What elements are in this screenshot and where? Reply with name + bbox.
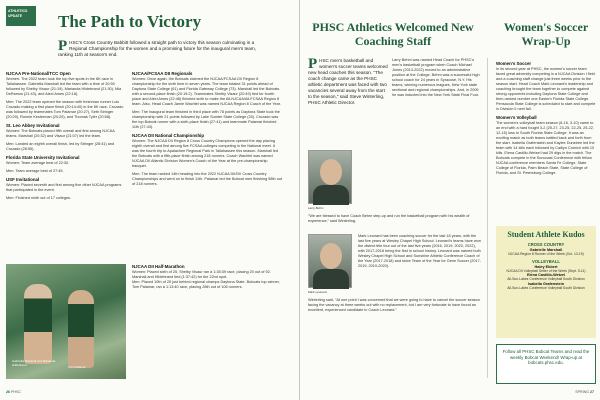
coach-bio: Mark Leonard has been coaching soccer for the last 18 years, with the last five years at Wesley Chapel High School. Leonard's teams have won the district title four out of the last five years (2016, 2019, 2020, 2022), with 2017-2018 being the first in school history. Leonard was named both Wesley Chapel High School and Sunshine Athletic Conference Coach of the Year (2017-2018) and twice Team of the Year for Gene Soccer (2017-2019, 2019-2020). (358, 234, 481, 268)
athlete-award: All-Sun-Lakes Conference Volleyball South Division (507, 277, 585, 282)
right-page (300, 0, 600, 400)
larry-behm-text (392, 58, 482, 101)
section-text: Women: Once again, the Bobcats claimed the NJCAA/FCSAA DII Region 8 championship for the sixth time in seven years. The team totaled 31 points ahead of Daytona State College (61) and Florida Gateway College (73). Marshall led the Bobcats with a second-place finish (20:19:2). Teammates Shelby Visaur (20:49) tied for fourth place and Alexi Ames (22:48) finished sixth to make the All-NJCAA/All-FCSAA Region 8 team. Also, Head Coach Jamie Wachtel was named NJCAA Region 8 Coach of the Year. (132, 77, 281, 106)
mark-quote (308, 298, 482, 316)
runner-figure (68, 290, 94, 368)
quote-text: "We are blessed to have Coach Behm step-up and run the basketball program with his wealth of experience," said Winterling. (308, 214, 470, 223)
kudos-title: Student Athlete Kudos (507, 230, 585, 239)
kudos-section-heading: VOLLEYBALL (532, 259, 560, 265)
intro-text: HSC's Cross Country Babbitt followed a straight path to victory this season culminating in a Regional Championship for the women and a promising future for the inaugural men's team, ranking 11th at season's end. (58, 40, 256, 57)
mark-leonard-text (358, 234, 482, 272)
coaching-intro (308, 58, 388, 106)
larry-behm-photo (308, 150, 352, 204)
mark-leonard-photo (308, 234, 352, 288)
column-divider (487, 58, 488, 378)
footer-label: PHSC (11, 390, 21, 394)
page-title: The Path to Victory (58, 12, 202, 31)
section-heading: NJCAA/FCSAA DII Regionals (132, 71, 193, 76)
photo-caption: Tom Palamar (68, 365, 86, 369)
portrait-face (320, 243, 342, 269)
page-number: 27 (590, 390, 594, 394)
section-heading: Women's Soccer (496, 61, 532, 66)
section-text: Men: Team average best of 27:45. (6, 169, 64, 173)
runner-figure (24, 284, 52, 364)
section-heading: USF Invitational (6, 177, 40, 182)
section-heading: NJCAA Pre-National/TCC Open (6, 71, 71, 76)
follow-callout: Follow all PHSC Bobcat Teams and read the weekly Bobcat Weekend! Wrap-up at bobcats.phsc.edu. (496, 344, 596, 384)
page-footer (6, 390, 21, 394)
portrait-body (313, 185, 349, 205)
section-text: Men: Landed an eighth overall finish, led by Stringer (28:41) and Cruzado (28:55). (6, 142, 115, 151)
photo-caption: Mark Leonard (308, 290, 327, 294)
section-text: In its second year at PHSC, the women's soccer team faced great adversity competing in a NJCAA Division I field and a coaching staff change just three weeks prior to the season start. Head Coach Mark Leonard's leadership and coaching brought the team together to compete against strong opponents including Daytona State College and then-ranked number one Eastern Florida State College. Pensacola State College is scheduled to start and compete in Division II next fall. (496, 67, 596, 111)
photo-caption: Larry Behm (308, 206, 324, 210)
section-text: The women's volleyball team season (8-16, 3-10) came to an end with a hard fought 3-2 (25-27, 23-25, 22-25, 25-22, 12-15) loss to South Florida State College. It was an exciting match as both teams battled back and forth from the start. Isabella Grafenstein and Kaylee Dunstree led the team with 14 kills each followed by Caitlyn Cronich with 10 kills. Elena Castillo-Wetzel had 29 digs in the match. The Bobcats compete in the Suncoast Conference with fellow NJCAA conference members Santa Fe College, State College of Florida, Palm Beach State, State College of Florida, and St. Petersburg College. (496, 121, 595, 175)
drop-cap: P (58, 38, 68, 54)
section-heading: Florida State University Invitational (6, 155, 80, 160)
portrait-body (313, 269, 349, 289)
section-heading: NJCAA DII Half-Marathon (132, 264, 185, 269)
page-number: 26 (6, 390, 10, 394)
section-text: Women: The NJCAA DII Region 8 Cross Country Champions opened the day placing eighth overall and first among five FCSAA colleges competing in the National meet. It was the fourth trip to Apalachee Regional Park in Tallahassee this season. Marshall led the Bobcats with a fifth-place finish among 218 runners. Coach Wachtel was named NJCAA DII Atlantic Division Women's Coach of the Year at the pre-championship banquet. (132, 139, 278, 168)
athlete-name: Isabella Grafenstein (527, 281, 565, 286)
athlete-award: NJCAA Region 8 Runner of the Week (Oct. 13-19) (508, 252, 584, 256)
section-text: Men: Finished ninth out of 17 colleges. (6, 196, 72, 200)
larry-quote (308, 214, 482, 227)
athlete-award: All-Sun-Lakes Conference Volleyball South Division (507, 285, 585, 290)
soccer-column (496, 58, 596, 179)
runners-photo (6, 264, 126, 379)
tag-line-2: UPDATE (8, 13, 23, 18)
athlete-name: Elena Castillo-Wetzel (526, 273, 566, 278)
athlete-name: Gabrielle Marshall (529, 248, 563, 252)
left-column-2 (132, 68, 282, 190)
intro-text: HSC men's basketball and women's soccer teams welcomed new head coaches this season. "The coach change came as the PHSC athletic department was faced with two vacancies several away from the start to the season," said Steve Winterling, PHSC Athletic Director. (308, 58, 388, 105)
coaching-staff-title: PHSC Athletics Welcomed New Coaching Staff (312, 20, 474, 48)
section-text: Women: Placed seventh and first among five other NJCAA programs that participated in the event. (6, 183, 122, 192)
section-text: Women: Placed sixth of 25. Shelby Visaur ran a 1:35:39 race, placing 20 out of 92. Marshall and Hildebrand tied (1:37:42) for the 22nd spot. (132, 270, 271, 279)
page-footer (575, 390, 594, 394)
section-text: Men: The inaugural team finished in third place with 78 points as Daytona State took the championship with 21 points followed by Lake Sumter State College (33). Cruzado was the top Bobcat runner with a sixth-place finish (27:41) and teammate Palamar finished 11th (27:43). (132, 110, 280, 129)
quote-text: Winterling said, "At one point I was concerned that we were going to have to cancel the soccer season facing the vacancy at three weeks out with no replacement, but I am very fortunate to have found an excellent, experienced candidate in Coach Leonard." (308, 298, 480, 312)
soccer-wrapup-title: Women's Soccer Wrap-Up (503, 20, 589, 48)
left-column-1 (6, 68, 126, 204)
kudos-section-heading: CROSS COUNTRY (527, 242, 565, 247)
tag-line-1: ATHLETICS (8, 9, 28, 13)
footer-label: SPRING (575, 390, 589, 394)
section-heading: Women's Volleyball (496, 115, 537, 120)
drop-cap: P (308, 56, 318, 72)
athletics-update-tag (6, 6, 36, 26)
athlete-name: Haley Ekbert (534, 265, 558, 270)
section-text: Women: Team average best of 22:30. (6, 161, 70, 165)
section-text: Women: The Bobcats placed fifth overall and first among NJCAA teams. Marshall (20:32) and Visaur (21:07) led the team. (6, 129, 115, 138)
photo-caption: Gabriella Marshall and Marianda Hildebrand (12, 359, 56, 367)
half-marathon-section (132, 264, 282, 290)
section-text: Men: The 2022 team opened the season with freshman runner Luis Cruzado making a first place finish (20:14:40) in the 8K race. Cruzado was followed by teammates Tom Palamar (20:27), Seth Stringer (20:29), Ronnie Kesterman (20:29), and Thomas Tyler (20:58). (6, 100, 124, 119)
coach-bio: Larry Behm was named Head Coach for PHSC's men's basketball program when Coach Michael Jones (2013-2022) moved to an administrative position at the College. Behm was a successful high school coach for 24 years in Syracuse, N.Y. His teams, winning numerous leagues, New York state sectional and regional championships. And, in 2009 he was inducted into the New York State Final Four. (392, 58, 480, 97)
portrait-face (320, 159, 342, 185)
athlete-award: NJCAA DII Volleyball Setter of the Week (Sept. 5-11) (506, 269, 586, 274)
section-heading: St. Leo Abbey Invitational (6, 123, 60, 128)
section-heading: NJCAA DII National Championship (132, 133, 205, 138)
section-text: Women: The 2022 team took the top five spots in the 8K race in Tallahassee. Gabriella Marshall led the team with a time of 20:50 followed by Shelby Visaur (21:19), Marianda Hildebrand (21:30), Mia DeRamus (21:43), and Alexi Ames (22:18). (6, 77, 122, 96)
section-text: Men: The team ranked 14th heading into the 2022 NJCAA DII/DII Cross Country Championships and went on to finish 11th. Palamar led the Bobcat men finishing 58th out of 218 runners. (132, 172, 282, 186)
intro-paragraph (58, 40, 258, 58)
section-text: Men: Placed 10th of 25 just behind regional champs Daytona State. Bobcats top winner, Tom Palamar, ran a 1:13:40 race, placing 28th out of 106 runners. (132, 280, 280, 289)
student-athlete-kudos (496, 226, 596, 338)
